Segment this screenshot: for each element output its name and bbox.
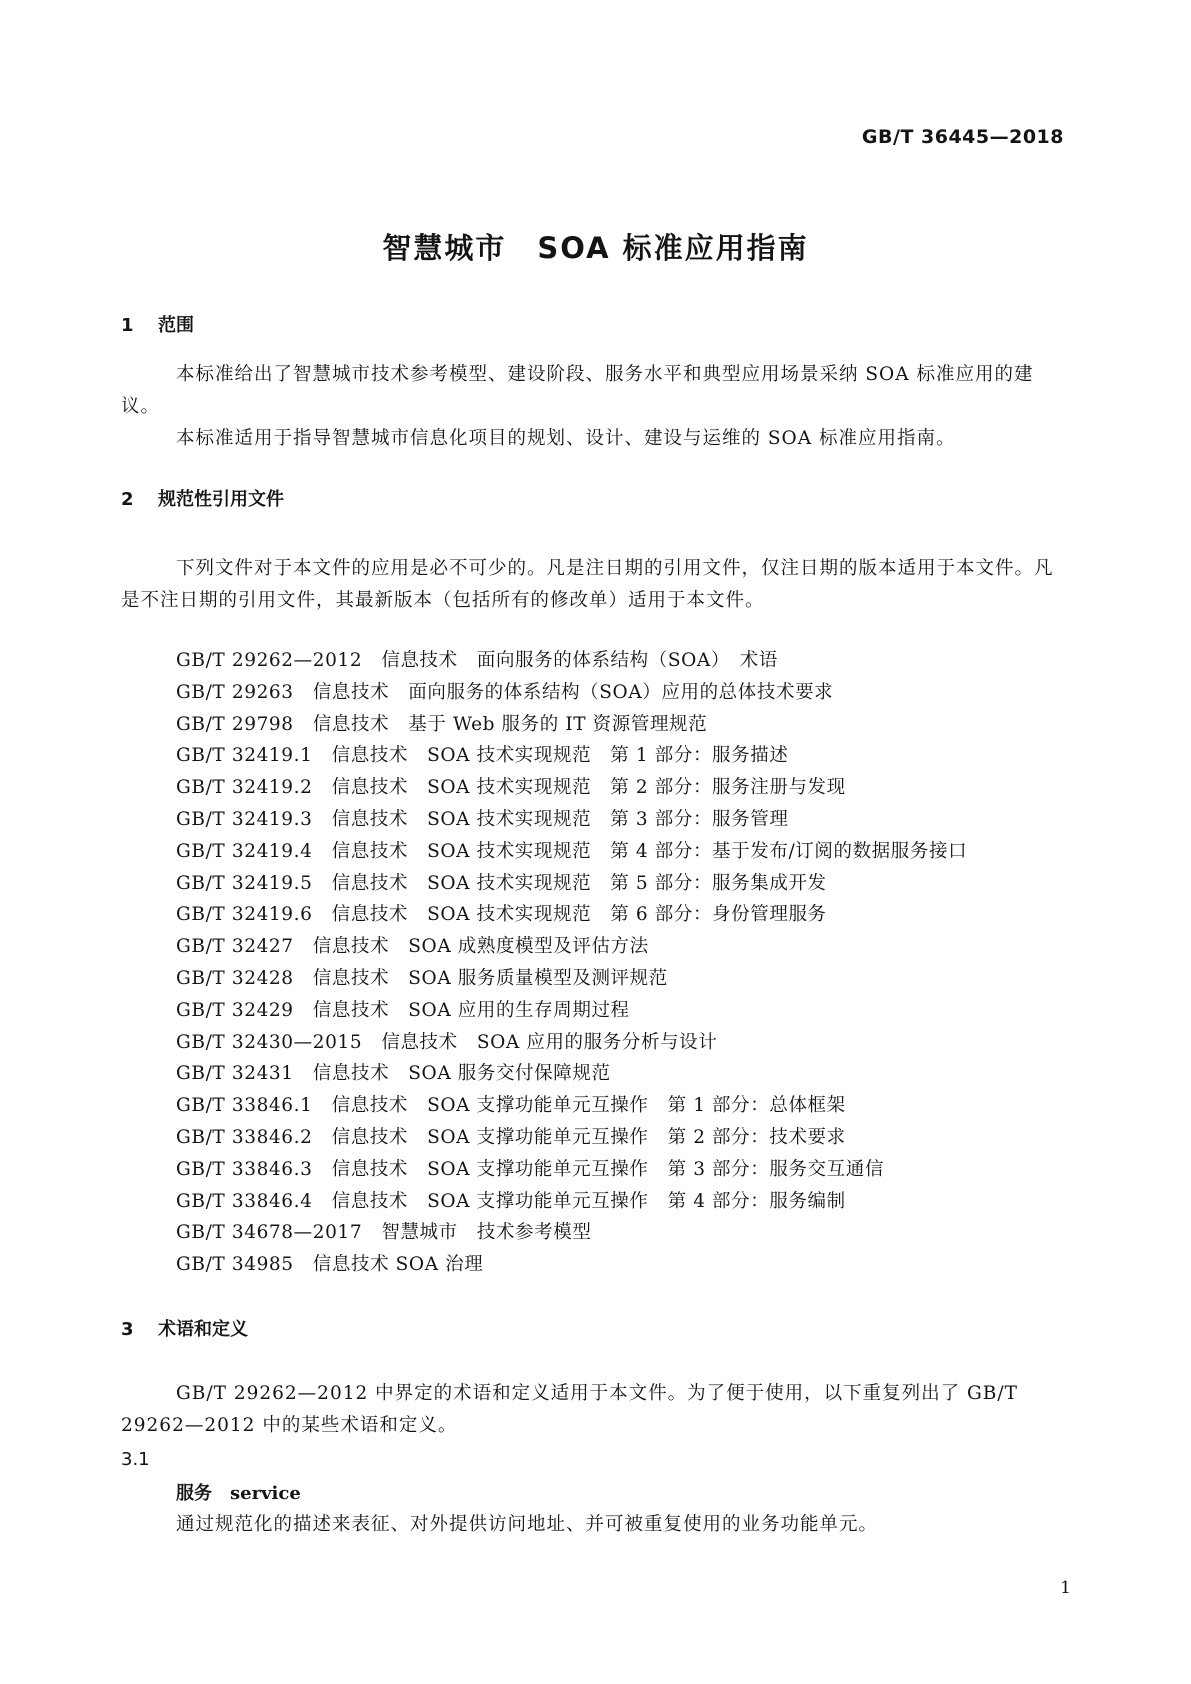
document-title: 智慧城市 SOA 标准应用指南 bbox=[382, 231, 809, 265]
reference-item: GB/T 32427 信息技术 SOA 成熟度模型及评估方法 bbox=[176, 936, 649, 958]
section-3-heading bbox=[121, 1315, 248, 1341]
reference-item: GB/T 33846.1 信息技术 SOA 支撑功能单元互操作 第 1 部分：总体框架 bbox=[176, 1095, 846, 1117]
reference-item: GB/T 29798 信息技术 基于 Web 服务的 IT 资源管理规范 bbox=[176, 713, 708, 735]
section-1-heading bbox=[121, 311, 194, 337]
reference-item: GB/T 32419.6 信息技术 SOA 技术实现规范 第 6 部分：身份管理服务 bbox=[176, 904, 827, 926]
page-number: 1 bbox=[1060, 1578, 1071, 1598]
section-1-number: 1 bbox=[121, 315, 134, 336]
term-definition: 通过规范化的描述来表征、对外提供访问地址、并可被重复使用的业务功能单元。 bbox=[176, 1514, 879, 1535]
term-en: service bbox=[230, 1483, 301, 1504]
reference-item: GB/T 29263 信息技术 面向服务的体系结构（SOA）应用的总体技术要求 bbox=[176, 681, 834, 703]
section-1-title: 范围 bbox=[158, 315, 194, 336]
reference-item: GB/T 33846.4 信息技术 SOA 支撑功能单元互操作 第 4 部分：服务编制 bbox=[176, 1190, 846, 1212]
section-2-paragraph-1: 下列文件对于本文件的应用是必不可少的。凡是注日期的引用文件，仅注日期的版本适用于本文件。凡是不注日期的引用文件，其最新版本（包括所有的修改单）适用于本文件。 bbox=[121, 558, 1054, 611]
section-1-paragraph-2: 本标准适用于指导智慧城市信息化项目的规划、设计、建设与运维的 SOA 标准应用指南。 bbox=[176, 428, 956, 449]
section-3-paragraph-1: GB/T 29262—2012 中界定的术语和定义适用于本文件。为了便于使用，以下重复列出了 GB/T 29262—2012 中的某些术语和定义。 bbox=[121, 1383, 1018, 1436]
term-heading bbox=[176, 1479, 301, 1505]
normative-references-list bbox=[176, 645, 967, 1281]
reference-item: GB/T 33846.3 信息技术 SOA 支撑功能单元互操作 第 3 部分：服务交互通信 bbox=[176, 1158, 884, 1180]
section-3-title: 术语和定义 bbox=[158, 1319, 248, 1340]
reference-item: GB/T 32419.4 信息技术 SOA 技术实现规范 第 4 部分：基于发布/订阅的数据服务接口 bbox=[176, 840, 968, 862]
reference-item: GB/T 32419.5 信息技术 SOA 技术实现规范 第 5 部分：服务集成开发 bbox=[176, 872, 827, 894]
document-number: GB/T 36445—2018 bbox=[861, 126, 1064, 148]
reference-item: GB/T 33846.2 信息技术 SOA 支撑功能单元互操作 第 2 部分：技术要求 bbox=[176, 1126, 846, 1148]
reference-item: GB/T 32429 信息技术 SOA 应用的生存周期过程 bbox=[176, 999, 630, 1021]
term-zh: 服务 bbox=[176, 1483, 212, 1504]
reference-item: GB/T 32419.2 信息技术 SOA 技术实现规范 第 2 部分：服务注册与发现 bbox=[176, 777, 846, 799]
section-1-paragraph-1: 本标准给出了智慧城市技术参考模型、建设阶段、服务水平和典型应用场景采纳 SOA 标准应用的建议。 bbox=[121, 364, 1034, 417]
reference-item: GB/T 32430—2015 信息技术 SOA 应用的服务分析与设计 bbox=[176, 1031, 718, 1053]
reference-item: GB/T 29262—2012 信息技术 面向服务的体系结构（SOA） 术语 bbox=[176, 650, 779, 671]
reference-item: GB/T 32419.1 信息技术 SOA 技术实现规范 第 1 部分：服务描述 bbox=[176, 745, 789, 767]
section-2-number: 2 bbox=[121, 489, 134, 510]
reference-item: GB/T 32428 信息技术 SOA 服务质量模型及测评规范 bbox=[176, 967, 668, 989]
reference-item: GB/T 32419.3 信息技术 SOA 技术实现规范 第 3 部分：服务管理 bbox=[176, 808, 789, 830]
section-3-number: 3 bbox=[121, 1319, 134, 1340]
reference-item: GB/T 34678—2017 智慧城市 技术参考模型 bbox=[176, 1222, 592, 1244]
section-2-heading bbox=[121, 485, 284, 511]
reference-item: GB/T 34985 信息技术 SOA 治理 bbox=[176, 1254, 484, 1276]
section-2-title: 规范性引用文件 bbox=[158, 489, 284, 510]
reference-item: GB/T 32431 信息技术 SOA 服务交付保障规范 bbox=[176, 1063, 611, 1085]
clause-number: 3.1 bbox=[121, 1449, 150, 1470]
